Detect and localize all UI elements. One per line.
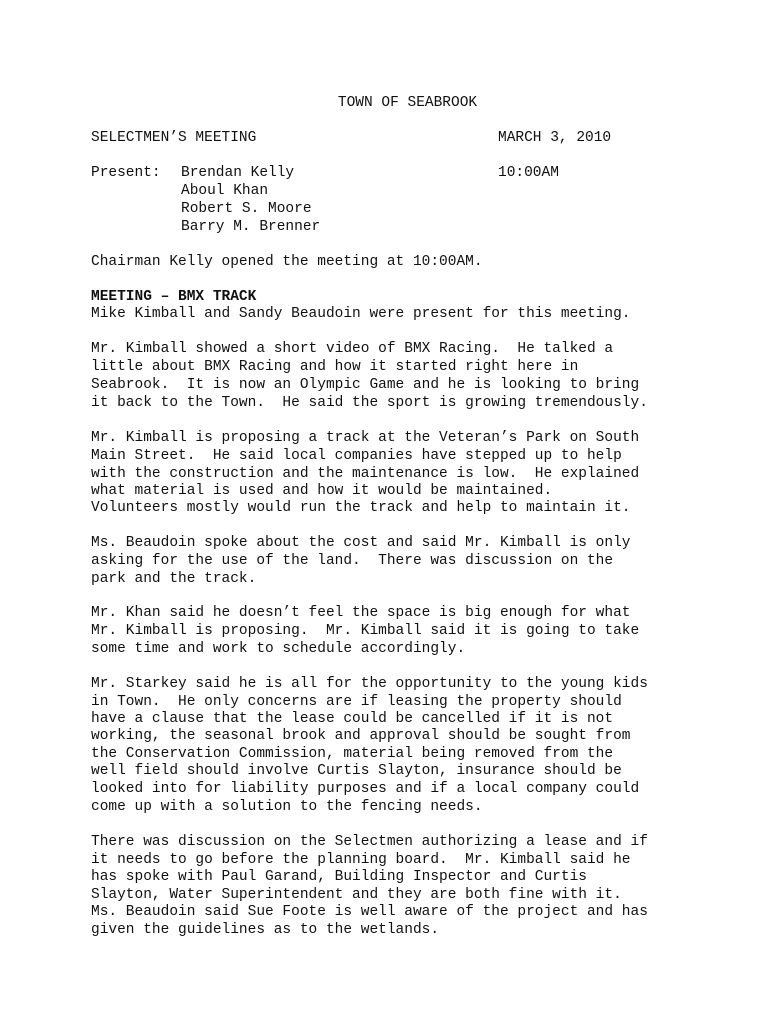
section-heading: MEETING – BMX TRACK bbox=[91, 289, 257, 305]
paragraph-line: in Town. He only concerns are if leasing the property should bbox=[91, 694, 622, 710]
paragraph-line: what material is used and how it would be maintained. bbox=[91, 483, 553, 499]
paragraph-line: Volunteers mostly would run the track and help to maintain it. bbox=[91, 500, 631, 516]
meeting-time: 10:00AM bbox=[498, 165, 559, 181]
paragraph-line: with the construction and the maintenance is low. He explained bbox=[91, 466, 640, 482]
paragraph-line: Mr. Kimball is proposing. Mr. Kimball said it is going to take bbox=[91, 623, 640, 639]
paragraph-line: Mr. Kimball showed a short video of BMX Racing. He talked a bbox=[91, 341, 614, 357]
paragraph-line: Slayton, Water Superintendent and they are both fine with it. bbox=[91, 887, 622, 903]
paragraph-line: well field should involve Curtis Slayton, insurance should be bbox=[91, 763, 622, 779]
paragraph-line: Mike Kimball and Sandy Beaudoin were present for this meeting. bbox=[91, 306, 631, 322]
present-label: Present: bbox=[91, 165, 161, 181]
attendee-name: Barry M. Brenner bbox=[181, 219, 321, 235]
paragraph-line: it back to the Town. He said the sport is growing tremendously. bbox=[91, 395, 648, 411]
attendee-name: Brendan Kelly bbox=[181, 165, 295, 181]
paragraph-line: asking for the use of the land. There was discussion on the bbox=[91, 553, 614, 569]
paragraph-line: come up with a solution to the fencing needs. bbox=[91, 799, 483, 815]
paragraph-line: Main Street. He said local companies have stepped up to help bbox=[91, 448, 622, 464]
paragraph-line: There was discussion on the Selectmen authorizing a lease and if bbox=[91, 834, 648, 850]
paragraph-line: some time and work to schedule accordingly. bbox=[91, 641, 466, 657]
paragraph-line: has spoke with Paul Garand, Building Inspector and Curtis bbox=[91, 869, 587, 885]
meeting-name: SELECTMEN’S MEETING bbox=[91, 130, 257, 146]
document-title: TOWN OF SEABROOK bbox=[337, 95, 478, 111]
opening-statement: Chairman Kelly opened the meeting at 10:00AM. bbox=[91, 254, 483, 270]
paragraph-line: the Conservation Commission, material being removed from the bbox=[91, 746, 614, 762]
paragraph-line: Mr. Starkey said he is all for the opportunity to the young kids bbox=[91, 676, 648, 692]
paragraph-line: working, the seasonal brook and approval should be sought from bbox=[91, 728, 631, 744]
meeting-date: MARCH 3, 2010 bbox=[498, 130, 612, 146]
paragraph-line: Seabrook. It is now an Olympic Game and he is looking to bring bbox=[91, 377, 640, 393]
paragraph-line: have a clause that the lease could be cancelled if it is not bbox=[91, 711, 614, 727]
paragraph-line: Mr. Khan said he doesn’t feel the space is big enough for what bbox=[91, 605, 631, 621]
paragraph-line: Ms. Beaudoin spoke about the cost and said Mr. Kimball is only bbox=[91, 535, 631, 551]
paragraph-line: it needs to go before the planning board. Mr. Kimball said he bbox=[91, 852, 631, 868]
paragraph-line: Mr. Kimball is proposing a track at the Veteran’s Park on South bbox=[91, 430, 640, 446]
paragraph-line: given the guidelines as to the wetlands. bbox=[91, 922, 440, 938]
paragraph-line: looked into for liability purposes and if a local company could bbox=[91, 781, 640, 797]
attendee-name: Robert S. Moore bbox=[181, 201, 312, 217]
paragraph-line: little about BMX Racing and how it started right here in bbox=[91, 359, 579, 375]
paragraph-line: Ms. Beaudoin said Sue Foote is well aware of the project and has bbox=[91, 904, 648, 920]
attendee-name: Aboul Khan bbox=[181, 183, 269, 199]
paragraph-line: park and the track. bbox=[91, 571, 257, 587]
